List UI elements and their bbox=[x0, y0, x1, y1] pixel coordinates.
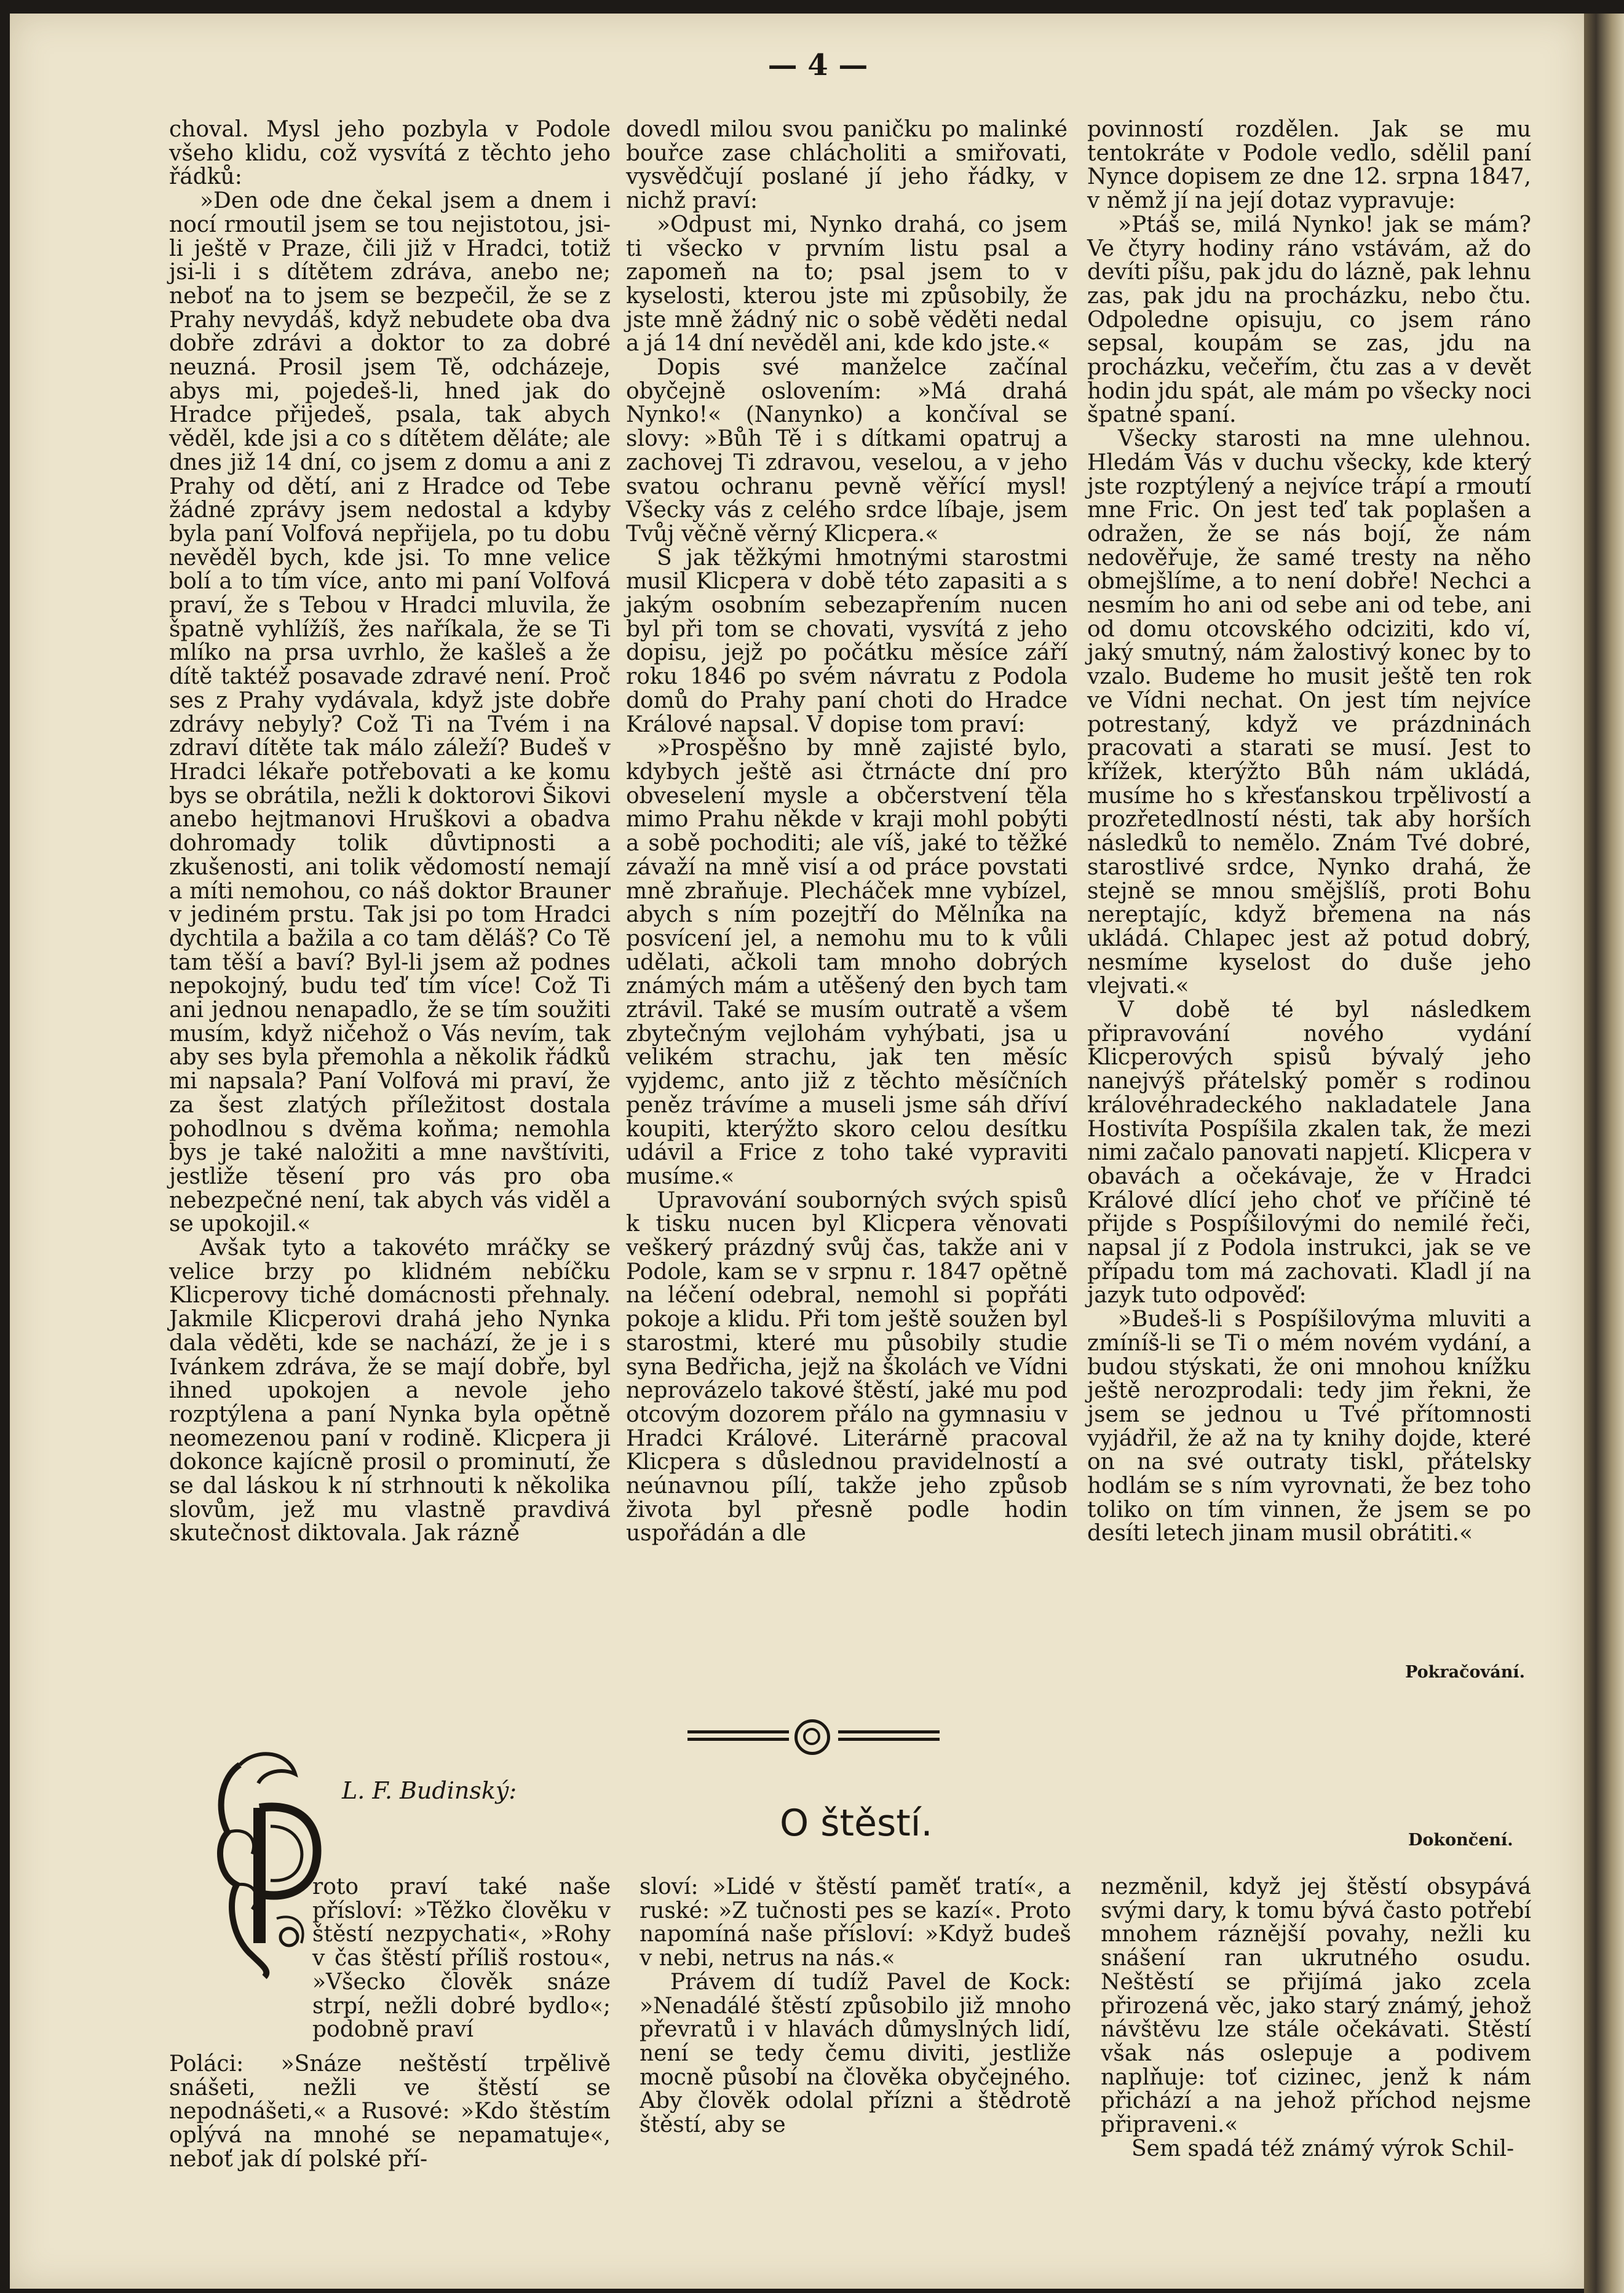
paragraph: roto praví také naše přísloví: »Těžko člověku v štěstí nezpychati«, »Rohy v čas štěstí příliš rostou«, »Všecko člověk snáze strpí, nežli dobré bydlo«; podobně praví bbox=[312, 1874, 611, 2043]
column-3 bbox=[1087, 118, 1531, 1546]
column-1 bbox=[169, 118, 611, 1546]
paragraph: sloví: »Lidé v štěstí paměť tratí«, a ruské: »Z tučnosti pes se kazí«. Proto napomíná naše přísloví: »Když budeš v nebi, netrus na nás.« bbox=[640, 1874, 1071, 1971]
closing-label: Dokončení. bbox=[1408, 1831, 1513, 1850]
paragraph: Avšak tyto a takovéto mráčky se velice brzy po klidném nebíčku Klicperovy tiché domácnosti přehnaly. Jakmile Klicperovi drahá jeho Nynka dala věděti, kde se nachází, že je i s Ivánkem zdráva, že se mají dobře, byl ihned upokojen a nevole jeho rozptýlena a paní Nynka byla opětně neomezenou paní v rodině. Klicpera ji dokonce kajícně prosil o prominutí, že se dal láskou k ní strhnouti k několika slovům, jež mu vlastně pravdivá skutečnost diktovala. Jak rázně bbox=[169, 1235, 611, 1546]
column-2 bbox=[626, 118, 1067, 1546]
paragraph: dovedl milou svou paničku po malinké bouřce zase chlácholiti a smiřovati, vysvědčují poslané jí jeho řádky, v nichž praví: bbox=[626, 117, 1067, 214]
divider-line bbox=[687, 1730, 789, 1733]
decorative-initial-p-icon bbox=[203, 1740, 326, 1980]
paragraph: »Ptáš se, milá Nynko! jak se mám? Ve čtyry hodiny ráno vstávám, až do devíti píšu, pak jdu do lázně, pak lehnu zas, pak jdu na procházku, nebo čtu. Odpoledne opisuju, co jsem ráno sepsal, koupám se zas, jdu na procházku, večeřím, čtu zas a v devět hodin jdu spát, ale mám po všecky noci špatné spaní. bbox=[1087, 212, 1531, 428]
paragraph: S jak těžkými hmotnými starostmi musil Klicpera v době této zapasiti a s jakým osobním sebezapřením nucen byl při tom se chovati, vysvítá z jeho dopisu, jejž po počátku měsíce září roku 1846 po svém návratu z Podola domů do Prahy paní choti do Hradce Králové napsal. V dopise tom praví: bbox=[626, 545, 1067, 737]
article-author: L. F. Budinský: bbox=[342, 1777, 517, 1804]
paragraph: povinností rozdělen. Jak se mu tentokráte v Podole vedlo, sdělil paní Nynce dopisem ze dne 12. srpna 1847, v němž jí na její dotaz vypravuje: bbox=[1087, 117, 1531, 214]
divider-line bbox=[687, 1738, 789, 1741]
page-number: — 4 — bbox=[767, 48, 868, 82]
article-title: O štěstí. bbox=[780, 1802, 933, 1845]
article-column-3 bbox=[1101, 1875, 1531, 2161]
section-divider bbox=[687, 1718, 940, 1755]
paragraph: Sem spadá též známý výrok Schil- bbox=[1131, 2136, 1515, 2161]
article-column-1-top bbox=[312, 1875, 611, 2042]
paragraph: nezměnil, když jej štěstí obsypává svými dary, k tomu bývá často potřebí mnohem ráznější povahy, nežli ku snášení ran ukrutného osudu. Neštěstí se přijímá jako zcela přirozená věc, jako starý známý, jehož návštěvu lze stále očekávati. Štěstí však nás oslepuje a podivem naplňuje: toť cizinec, jenž k nám přichází a na jehož příchod nejsme připraveni.« bbox=[1101, 1874, 1531, 2138]
ring-ornament-icon bbox=[794, 1719, 830, 1755]
paragraph: Upravování souborných svých spisů k tisku nucen byl Klicpera věnovati veškerý prázdný svůj čas, takže ani v Podole, kam se v srpnu r. 1847 opětně na léčení odebral, nemohl si popřáti pokoje a klidu. Při tom ještě soužen byl starostmi, které mu působily studie syna Bedřicha, jejž na školách ve Vídni neprovázelo takové štěstí, jaké mu pod otcovým dozorem přálo na gymnasiu v Hradci Králové. Literárně pracoval Klicpera s důslednou pravidelností a neúnavnou pílí, takže jeho způsob života byl přesně podle hodin uspořádán a dle bbox=[626, 1187, 1067, 1546]
paragraph: Právem dí tudíž Pavel de Kock: »Nenadálé štěstí způsobilo již mnoho převratů i v hlavách důmyslných lidí, není se tedy čemu diviti, jestliže mocně působí na člověka obyčejného. Aby člověk odolal přízni a štědrotě štěstí, aby se bbox=[640, 1969, 1071, 2138]
paragraph: »Prospěšno by mně zajisté bylo, kdybych ještě asi čtrnácte dní pro obveselení mysle a občerstvení těla mimo Prahu někde v kraji mohl pobýti a sobě pochoditi; ale víš, jaké to těžké závaží na mně visí a od práce povstati mně zbraňuje. Plecháček mne vybízel, abych s ním pozejtří do Mělníka na posvícení jel, a nemohu mu to k vůli udělati, ačkoli tam mnoho dobrých známých mám a utěšený den bych tam ztrávil. Také se musím outratě a všem zbytečným vejlohám vyhýbati, jsa u velikém strachu, jak ten měsíc vyjdemc, anto již z těchto měsíčních peněz trávíme a museli jsme sáh dříví koupiti, kterýžto skoro celou desítku udávil a Frice z toho také vypraviti musíme.« bbox=[626, 735, 1067, 1189]
article-column-2 bbox=[640, 1875, 1071, 2137]
divider-line bbox=[838, 1730, 940, 1733]
paragraph: »Budeš-li s Pospíšilovýma mluviti a zmíníš-li se Ti o mém novém vydání, a budou stýskati, že oni mnohou knížku ještě nerozprodali: tedy jim řekni, že jsem se jednou u Tvé přítomnosti vyjádřil, že až na ty knihy dojde, které on na své outraty tiskl, přátelsky hodlám se s ním vyrovnati, že bez toho toliko on tím vinnen, že jsem se po desíti letech jinam musil obrátiti.« bbox=[1087, 1307, 1531, 1546]
adjacent-page-edge bbox=[1584, 14, 1624, 2293]
paragraph: choval. Mysl jeho pozbyla v Podole všeho klidu, což vysvítá z těchto jeho řádků: bbox=[169, 117, 611, 190]
paragraph: Všecky starosti na mne ulehnou. Hledám Vás v duchu všecky, kde který jste rozptýlený a nejvíce trápí a rmoutí mne Fric. On jest teď tak poplašen a odražen, že se nás bojí, že nám nedověřuje, že samé tresty na něho obmejšlíme, a to není dobře! Nechci a nesmím ho ani od sebe ani od tebe, ani od domu otcovského odciziti, kdo ví, jaký smutný, nám žalostivý konec by to vzalo. Budeme ho musit ještě ten rok ve Vídni nechat. On jest tím nejvíce potrestaný, když ve prázdninách pracovati a starati se musí. Jest to křížek, kterýžto Bůh nám ukládá, musíme ho s křesťanskou trpělivostí a prozřetedlností nésti, tak aby horších následků to nemělo. Znám Tvé dobré, starostlivé srdce, Nynko drahá, že stejně se mnou smějšlíš, proti Bohu nereptajíc, když břemena na nás ukládá. Chlapec jest až potud dobrý, nesmíme kyselost do duše jeho vlejvati.« bbox=[1087, 426, 1531, 999]
divider-line bbox=[838, 1738, 940, 1741]
article-column-1-bottom bbox=[169, 2053, 611, 2172]
continued-label: Pokračování. bbox=[1405, 1663, 1525, 1682]
paragraph: V době té byl následkem připravování nového vydání Klicperových spisů bývalý jeho nanejvýš přátelský poměr s rodinou královéhradeckého nakladatele Jana Hostivíta Pospíšila zkalen tak, že mezi nimi začalo panovati napjetí. Klicpera v obavách a očekávaje, že v Hradci Králové dlící jeho choť ve příčině té přijde s Pospíšilovými do nemilé řeči, napsal jí z Podola instrukci, jak se ve případu tom má zachovati. Kladl jí na jazyk tuto odpověď: bbox=[1087, 997, 1531, 1309]
paragraph: »Den ode dne čekal jsem a dnem i nocí rmoutil jsem se tou nejistotou, jsi-li ještě v Praze, čili již v Hradci, totiž jsi-li i s dítětem zdráva, anebo ne; neboť na to jsem se bezpečil, že se z Prahy nevydáš, když nebudete oba dva dobře zdrávi a doktor to za dobré neuzná. Prosil jsem Tě, odcházeje, abys mi, pojedeš-li, hned jak do Hradce přijedeš, psala, tak abych věděl, kde jsi a co s dítětem děláte; ale dnes již 14 dní, co jsem z domu a ani z Prahy od dětí, ani z Hradce od Tebe žádné zprávy jsem nedostal a kdyby byla paní Volfová nepřijela, po tu dobu nevěděl bych, kde jsi. To mne velice bolí a to tím více, anto mi paní Volfová praví, že s Tebou v Hradci mluvila, že špatně vyhlížíš, žes naříkala, že se Ti mlíko na prsa uvrhlo, že kašleš a že dítě taktéž posavade zdravé není. Proč ses z Prahy vydávala, když jste dobře zdrávy nebyly? Což Ti na Tvém i na zdraví dítěte tak málo záleží? Budeš v Hradci lékaře potřebovati a ke komu bys se obrátila, nežli k doktorovi Šikovi anebo hejtmanovi Hruškovi a obadva dohromady tolik důvtipnosti a zkušenosti, ani tolik vědomostí nemají a míti nemohou, co náš doktor Brauner v jediném prstu. Tak jsi po tom Hradci dychtila a bažila a co tam děláš? Co Tě tam těší a baví? Byl-li jsem až podnes nepokojný, budu teď tím více! Což Ti ani jednou nenapadlo, že se tím soužiti musím, když ničehož o Vás nevím, tak aby ses byla přemohla a několik řádků mi napsala? Paní Volfová mi praví, že za šest zlatých příležitost dostala pohodlnou s dvěma koňma; nemohla bys je také naložiti a mne navštíviti, jestliže těsení pro vás pro oba nebezpečné není, tak abych vás viděl a se upokojil.« bbox=[169, 188, 611, 1237]
paragraph: Dopis své manželce začínal obyčejně oslovením: »Má drahá Nynko!« (Nanynko) a končíval se slovy: »Bůh Tě i s dítkami opatruj a zachovej Ti zdravou, veselou, a v jeho svatou ochranu pevně věřící mysl! Všecky vás z celého srdce líbaje, jsem Tvůj věčně věrný Klicpera.« bbox=[626, 355, 1067, 547]
paragraph: »Odpust mi, Nynko drahá, co jsem ti všecko v prvním listu psal a zapomeň na to; psal jsem to v kyselosti, kterou jste mi způsobily, že jste mně žádný nic o sobě věděti nedal a já 14 dní nevěděl ani, kde kdo jste.« bbox=[626, 212, 1067, 357]
paragraph: Poláci: »Snáze neštěstí trpělivě snášeti, nežli ve štěstí se nepodnášeti,« a Rusové: »Kdo štěstím oplývá na mnohé se nepamatuje«, neboť jak dí polské pří- bbox=[169, 2051, 611, 2172]
